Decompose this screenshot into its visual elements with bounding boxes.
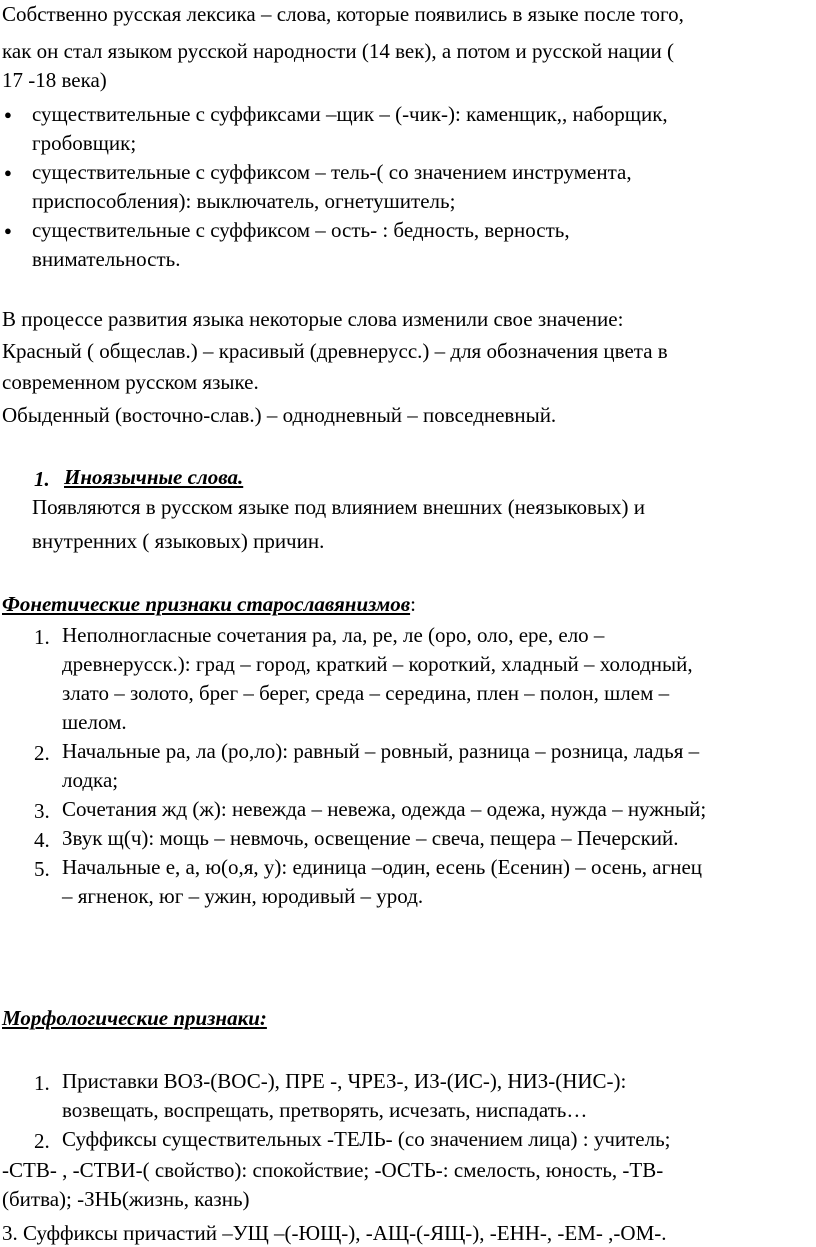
list-item-line: лодка;: [62, 768, 119, 792]
foreign-line: Появляются в русском языке под влиянием внешних (неязыковых) и: [32, 495, 645, 519]
list-item-line: 3. Суффиксы причастий –УЩ –(-ЮЩ-), -АЩ-(-ЯЩ-), -ЕНН-, -ЕМ- ,-ОМ-.: [2, 1221, 667, 1245]
bullet-item-line: существительные с суффиксом – ость- : бедность, верность,: [32, 218, 570, 242]
bullet-dot-icon: ●: [4, 165, 12, 180]
list-number: 4.: [34, 828, 50, 852]
list-number: 1.: [34, 625, 50, 649]
list-item-line: злато – золото, брег – берег, среда – середина, плен – полон, шлем –: [62, 681, 670, 705]
bullet-dot-icon: ●: [4, 223, 12, 238]
section-heading-row: [2, 594, 416, 615]
list-item-line: (битва); -ЗНЬ(жизнь, казнь): [2, 1187, 250, 1211]
list-item-line: древнерусск.): град – город, краткий – короткий, хладный – холодный,: [62, 652, 693, 676]
change-line: Обыденный (восточно-слав.) – однодневный – повседневный.: [2, 403, 557, 427]
change-line: современном русском языке.: [2, 370, 259, 394]
intro-line: как он стал языком русской народности (14 век), а потом и русской нации (: [2, 39, 674, 63]
list-item-line: Сочетания жд (ж): невежда – невежа, одежда – одежа, нужда – нужный;: [62, 797, 707, 821]
list-number: 3.: [34, 799, 50, 823]
intro-line: 17 -18 века): [2, 68, 107, 92]
section-number: 1.: [34, 467, 50, 491]
section-heading: Иноязычные слова.: [64, 465, 244, 489]
list-item-line: шелом.: [62, 710, 127, 734]
list-number: 2.: [34, 1129, 50, 1153]
change-line: В процессе развития языка некоторые слова изменили свое значение:: [2, 307, 624, 331]
list-item-line: Неполногласные сочетания ра, ла, ре, ле (оро, оло, ере, ело –: [62, 623, 605, 647]
list-item-line: – ягненок, юг – ужин, юродивый – урод.: [62, 884, 424, 908]
list-number: 1.: [34, 1071, 50, 1095]
list-item-line: Начальные е, а, ю(о,я, у): единица –один, есень (Есенин) – осень, агнец: [62, 855, 703, 879]
list-item-line: -СТВ- , -СТВИ-( свойство): спокойствие; -ОСТЬ-: смелость, юность, -ТВ-: [2, 1158, 664, 1182]
bullet-dot-icon: ●: [4, 107, 12, 122]
heading-colon: :: [410, 592, 416, 616]
list-item-line: Приставки ВОЗ-(ВОС-), ПРЕ -, ЧРЕЗ-, ИЗ-(ИС-), НИЗ-(НИС-):: [62, 1069, 627, 1093]
list-item-line: возвещать, воспрещать, претворять, исчезать, ниспадать…: [62, 1098, 588, 1122]
list-item-line: Суффиксы существительных -ТЕЛЬ- (со значением лица) : учитель;: [62, 1127, 671, 1151]
intro-line: Собственно русская лексика – слова, которые появились в языке после того,: [2, 2, 684, 26]
bullet-item-line: существительные с суффиксом – тель-( со значением инструмента,: [32, 160, 632, 184]
bullet-item-line: существительные с суффиксами –щик – (-чик-): каменщик,, наборщик,: [32, 102, 668, 126]
list-number: 2.: [34, 741, 50, 765]
list-item-line: Звук щ(ч): мощь – невмочь, освещение – свеча, пещера – Печерский.: [62, 826, 679, 850]
section-heading: Фонетические признаки старославянизмов: [2, 592, 411, 616]
bullet-item-line: внимательность.: [32, 247, 181, 271]
list-number: 5.: [34, 857, 50, 881]
list-item-line: Начальные ра, ла (ро,ло): равный – ровный, разница – розница, ладья –: [62, 739, 700, 763]
change-line: Красный ( общеслав.) – красивый (древнерусс.) – для обозначения цвета в: [2, 339, 668, 363]
bullet-item-line: гробовщик;: [32, 131, 137, 155]
bullet-item-line: приспособления): выключатель, огнетушитель;: [32, 189, 456, 213]
section-heading: Морфологические признаки:: [2, 1006, 267, 1030]
foreign-line: внутренних ( языковых) причин.: [32, 529, 325, 553]
